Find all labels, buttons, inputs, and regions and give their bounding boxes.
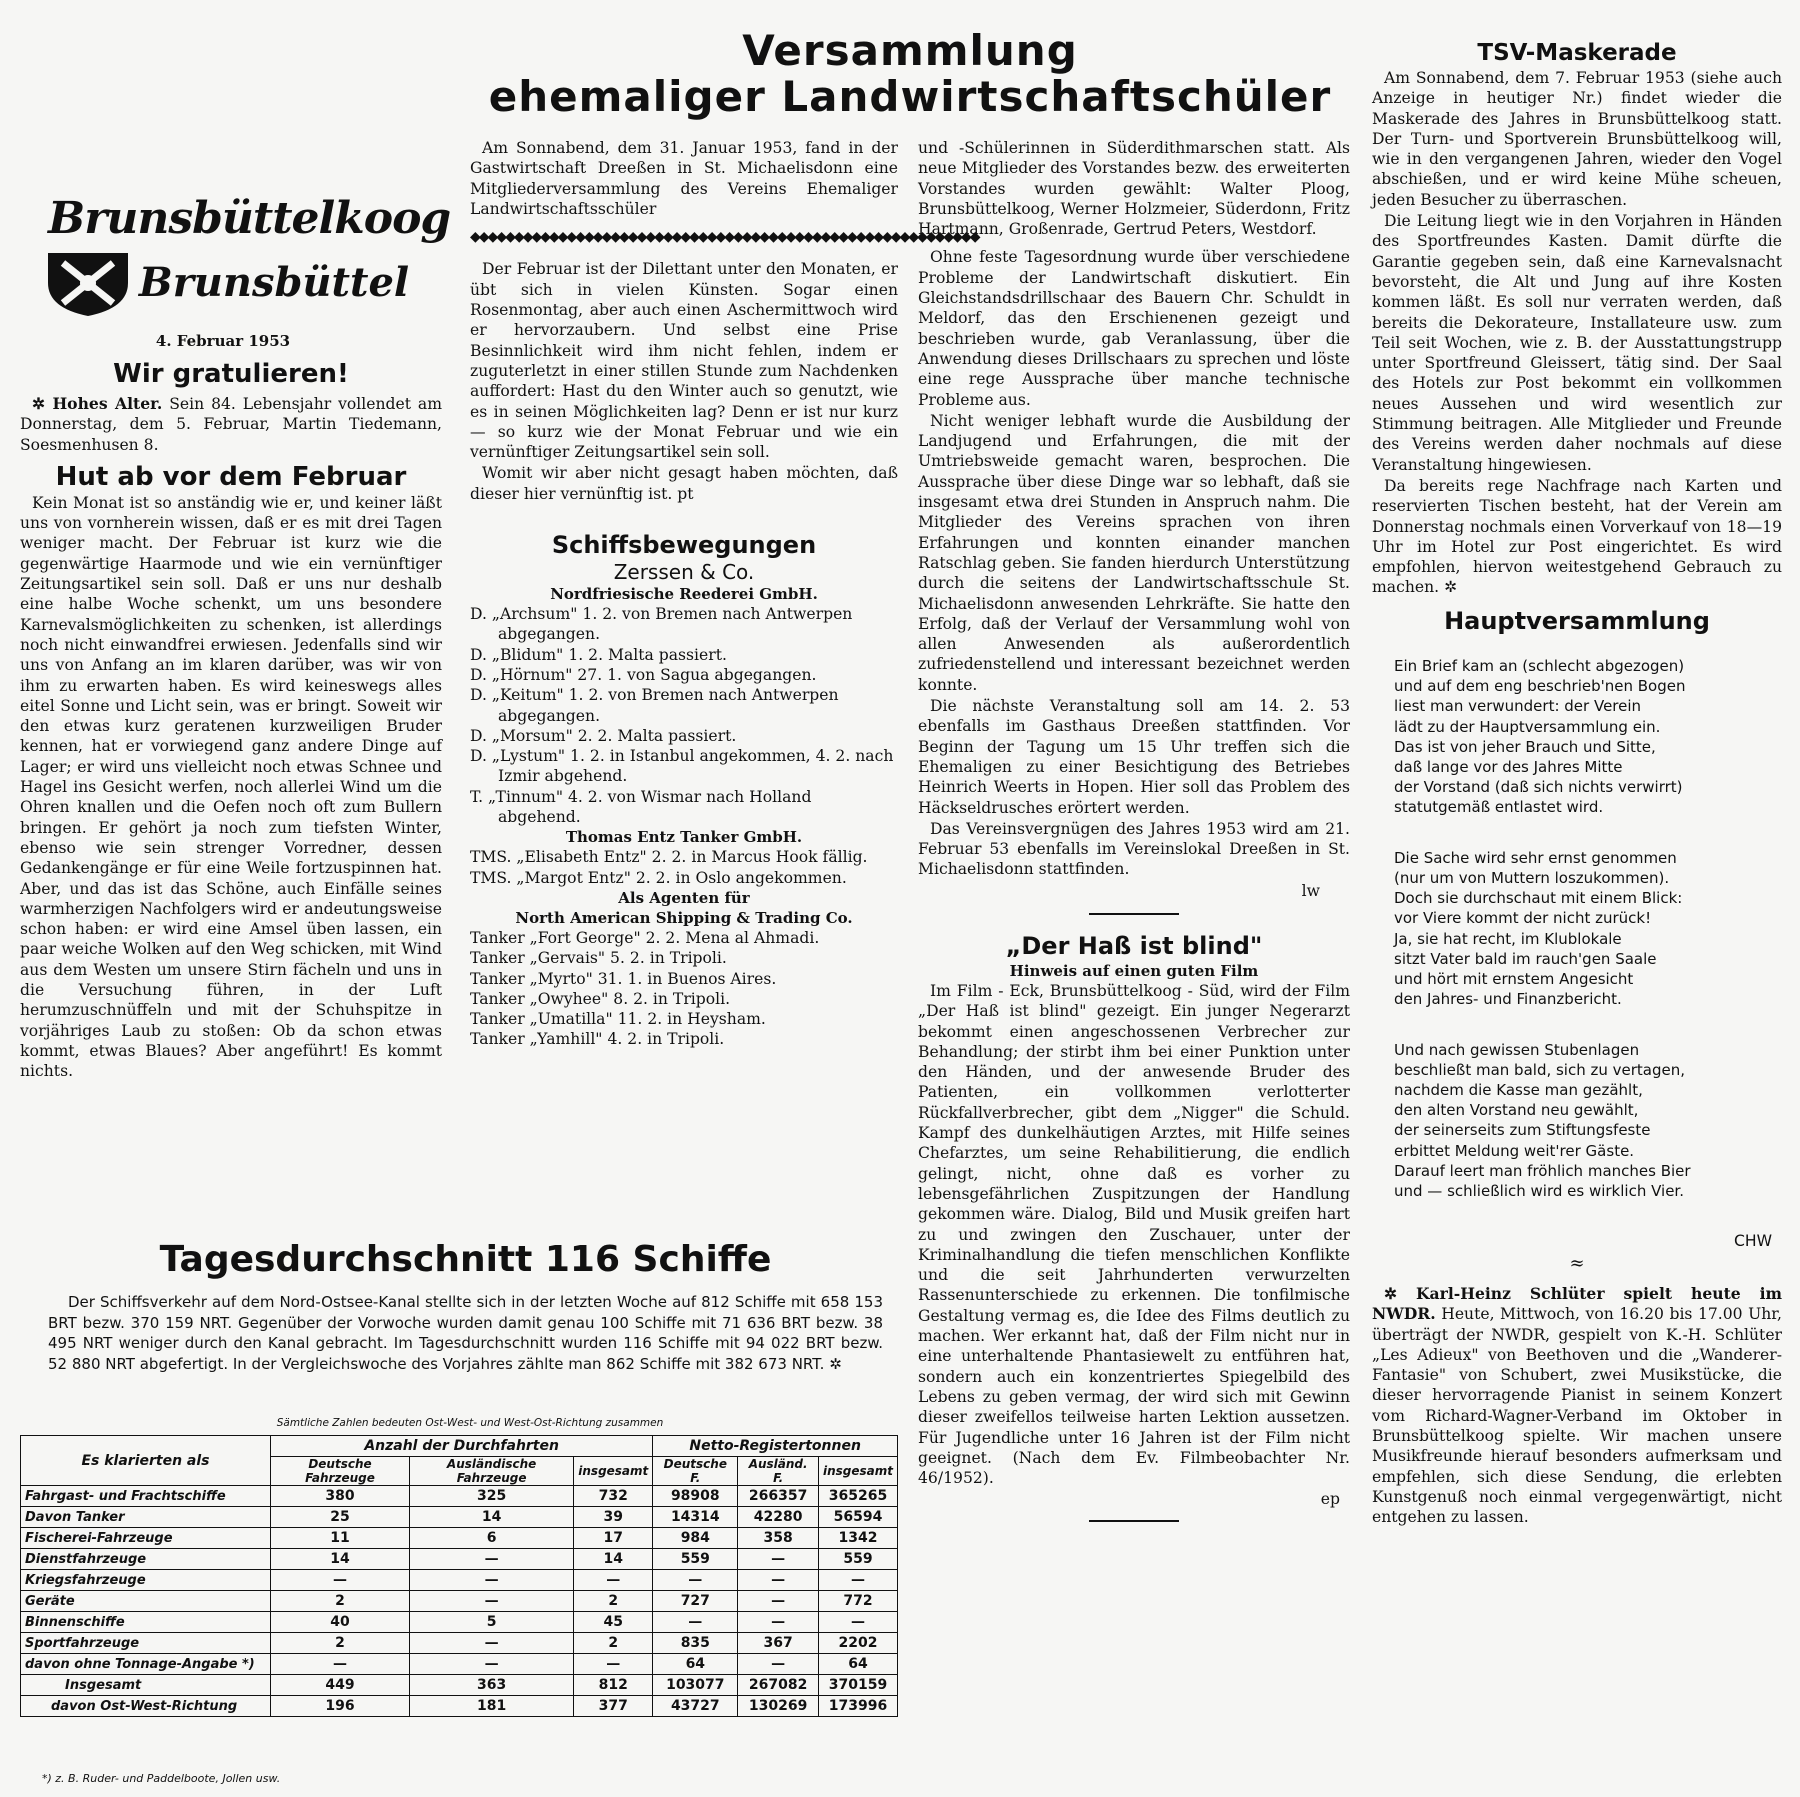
list-item: D. „Keitum" 1. 2. von Bremen nach Antwerpen abgegangen. xyxy=(470,686,839,725)
table-cell: 14 xyxy=(574,1549,653,1570)
februar-text: Kein Monat ist so anständig wie er, und keiner läßt uns von vornherein wissen, daß er es mit drei Tagen weniger macht. Der Februar ist kurz wie die gegenwärtige Haarmode und wie ein vernünftiger Zeitungsartikel sein soll. Daß er uns nur deshalb eine halbe Woche schenkt, um uns besondere Karnevalsmöglichkeiten zu schenken, ist allerdings noch nicht einwandfrei erwiesen. Jedenfalls sind wir uns von Anfang an im klaren darüber, was wir von ihm zu erwarten haben. Es wird keineswegs alles eitel Sonne und Licht sein, was er bringt. Soweit wir den etwas kurz geratenen kurzweiligen Bruder kennen, hat er vorwiegend ganz andere Dinge auf Lager; er wird uns vielleicht noch etwas Schnee und Hagel ins Gesicht werfen, noch allerlei Wind um die Ohren knallen und die Oefen noch oft zum Bullern bringen. Er gehört ja noch zum tiefsten Winter, ebenso wie sein strenger Vorredner, dessen Gedankengänge er für eine Weile fortzuspinnen hat. Aber, und das ist das Schöne, auch Einfälle seines warmherzigen Nachfolgers wird er andeutungsweise schon haben: er wird eine Amsel üben lassen, ein paar weiche Wolken auf den Weg schicken, mit Wind aus dem Westen um unsere Stirn fächeln und uns in die Versuchung führen, in der Luft herumzuschnüffeln und mit der Schuhspitze in vorjähriges Laub zu stoßen: Ob da schon etwas kommt, etwas Blaues? Aber angeführt! Es kommt nichts. xyxy=(20,493,442,1081)
table-cell: — xyxy=(271,1654,410,1675)
ship-list xyxy=(470,604,898,827)
gratulieren-text: Sein 84. Lebensjahr vollendet am Donnerstag, dem 5. Februar, Martin Tiedemann, Soesmenhusen 8. xyxy=(20,395,442,454)
table-cell: — xyxy=(409,1549,573,1570)
table-cell: 370159 xyxy=(818,1675,897,1696)
table-cell: 173996 xyxy=(818,1696,897,1717)
list-item: TMS. „Elisabeth Entz" 2. 2. in Marcus Hook fällig. xyxy=(470,848,868,867)
table-cell: 103077 xyxy=(653,1675,738,1696)
table-cell: 267082 xyxy=(738,1675,819,1696)
schlueter-text: Heute, Mittwoch, von 16.20 bis 17.00 Uhr, überträgt der NWDR, gespielt von K.-H. Schlüter „Les Adieux" von Beethoven und die „Wanderer-Fantasie" von Schubert, zwei Musikstücke, die dieser hervorragende Pianist in seinem Konzert vom Richard-Wagner-Verband im Oktober in Brunsbüttelkoog spielte. Wir machen unsere Musikfreunde hierauf besonders aufmerksam und empfehlen, sich diese Sendung, die erlebten Kunstgenuß noch einmal vergegenwärtigt, nicht entgehen zu lassen. xyxy=(1372,1305,1782,1527)
table-cell: davon ohne Tonnage-Angabe *) xyxy=(21,1654,271,1675)
table-cell: 367 xyxy=(738,1633,819,1654)
list-item: Tanker „Yamhill" 4. 2. in Tripoli. xyxy=(470,1030,725,1049)
table-cell: 266357 xyxy=(738,1486,819,1507)
table-header: insgesamt xyxy=(574,1457,653,1486)
agents-heading: Als Agenten für xyxy=(618,888,750,907)
poem-stanza: Ein Brief kam an (schlecht abgezogen) und auf dem eng beschrieb'nen Bogen liest man verwundert: der Verein lädt zu der Hauptversammlung ein. Das ist von jeher Brauch und Sitte, daß lange vor des Jahres Mitte der Vorstand (daß sich nichts verwirrt) statutgemäß entlastet wird. xyxy=(1394,656,1686,817)
table-cell: 25 xyxy=(271,1507,410,1528)
list-item: D. „Lystum" 1. 2. in Istanbul angekommen, 4. 2. nach Izmir abgehend. xyxy=(470,747,894,786)
list-item: Tanker „Myrto" 31. 1. in Buenos Aires. xyxy=(470,969,777,988)
entz-name: Thomas Entz Tanker GmbH. xyxy=(565,828,803,847)
table-cell: 772 xyxy=(818,1591,897,1612)
poem xyxy=(1372,636,1782,1232)
februar-heading: Hut ab vor dem Februar xyxy=(55,461,407,492)
table-cell: 363 xyxy=(409,1675,573,1696)
table-cell: 2 xyxy=(271,1633,410,1654)
agents-company: North American Shipping & Trading Co. xyxy=(515,908,853,927)
table-cell: 2202 xyxy=(818,1633,897,1654)
hass-sign: ep xyxy=(1320,1490,1340,1509)
table-cell: — xyxy=(409,1654,573,1675)
table-cell: — xyxy=(409,1633,573,1654)
table-cell: — xyxy=(818,1612,897,1633)
table-cell: davon Ost-West-Richtung xyxy=(21,1696,271,1717)
tsv-p1: Am Sonnabend, dem 7. Februar 1953 (siehe auch Anzeige in heutiger Nr.) findet wieder die Maskerade des Jahres in Brunsbüttelkoog statt. Der Turn- und Sportverein Brunsbüttelkoog will, wie in den vergangenen Jahren, wieder den Vogel abschießen, und er wird keine Mühe scheuen, jeden Besucher zu überraschen. xyxy=(1372,69,1782,209)
table-header: insgesamt xyxy=(818,1457,897,1486)
masthead xyxy=(48,193,451,318)
table-cell: 98908 xyxy=(653,1486,738,1507)
hass-heading: „Der Haß ist blind" xyxy=(1005,931,1263,960)
list-item: Tanker „Owyhee" 8. 2. in Tripoli. xyxy=(470,989,731,1008)
dateline: 4. Februar 1953 xyxy=(155,332,291,350)
table-row xyxy=(21,1486,898,1507)
table-cell: 14 xyxy=(271,1549,410,1570)
table-cell: 365265 xyxy=(818,1486,897,1507)
table-cell: — xyxy=(653,1570,738,1591)
divider xyxy=(1089,1520,1179,1522)
table-cell: 43727 xyxy=(653,1696,738,1717)
table-row xyxy=(21,1633,898,1654)
table-cell: 42280 xyxy=(738,1507,819,1528)
column-2 xyxy=(470,138,979,1050)
table-cell: — xyxy=(738,1570,819,1591)
table-cell: 17 xyxy=(574,1528,653,1549)
list-item: D. „Hörnum" 27. 1. von Sagua abgegangen. xyxy=(470,665,817,684)
table-cell: 1342 xyxy=(818,1528,897,1549)
table-cell: — xyxy=(574,1570,653,1591)
table-cell: Fahrgast- und Frachtschiffe xyxy=(21,1486,271,1507)
schiffs-heading: Schiffsbewegungen xyxy=(551,531,817,560)
table-cell: 732 xyxy=(574,1486,653,1507)
table-row xyxy=(21,1612,898,1633)
table-row xyxy=(21,1675,898,1696)
table-header: Es klarierten als xyxy=(21,1436,271,1486)
table-row xyxy=(21,1549,898,1570)
table-row xyxy=(21,1570,898,1591)
dilettant-text2: Womit wir aber nicht gesagt haben möchten, daß dieser hier vernünftig ist. xyxy=(470,464,898,503)
poem-stanza: Die Sache wird sehr ernst genommen (nur um von Muttern loszukommen). Doch sie durchschaut mit einem Blick: vor Viere kommt der nicht zurück! Ja, sie hat recht, im Klublokale sitzt Vater bald im rauch'gen Saale und hört mit ernstem Angesicht den Jahres- und Finanzbericht. xyxy=(1394,848,1683,1009)
table-cell: 5 xyxy=(409,1612,573,1633)
table-cell: Davon Tanker xyxy=(21,1507,271,1528)
gratulieren-heading: Wir gratulieren! xyxy=(113,359,349,389)
versammlung-p2: Ohne feste Tagesordnung wurde über verschiedene Probleme der Landwirtschaft diskutiert. Ein Gleichstandsdrillschaar des Bauern Chr. Schuldt in Meldorf, das den Erschienenen gezeigt und beschrieben wurde, gab Veranlassung, über die Anwendung dieses Drillschaars zu sprechen und löste eine rege Aussprache über manche technische Probleme aus. xyxy=(918,248,1350,409)
table-row xyxy=(21,1528,898,1549)
table-cell: Geräte xyxy=(21,1591,271,1612)
versammlung-p3: Nicht weniger lebhaft wurde die Ausbildung der Landjugend und Erfahrungen, die mit der Umtriebsweide gemacht waren, besprochen. Die Aussprache über diese Dinge war so lebhaft, daß sie insgesamt etwa drei Stunden in Anspruch nahm. Die Mitglieder des Vereins sprachen von ihren Erfahrungen und konnten einander manchen Ratschlag geben. Sie fanden hierdurch Unterstützung durch die seitens der Landwirtschaftsschule St. Michaelisdonn anwesenden Lehrkräfte. Sie hatte den Erfolg, daß der Verlauf der Versammlung wohl von allen Anwesenden als außerordentlich zufriedenstellend und interessant bezeichnet werden konnte. xyxy=(918,411,1350,694)
list-item: Tanker „Gervais" 5. 2. in Tripoli. xyxy=(470,949,727,968)
divider xyxy=(1089,913,1179,915)
tages-section xyxy=(48,1236,883,1375)
table-cell: 812 xyxy=(574,1675,653,1696)
poem-stanza: Und nach gewissen Stubenlagen beschließt man bald, sich zu vertagen, nachdem die Kasse man gezählt, den alten Vorstand neu gewählt, der seinerseits zum Stiftungsfeste erbittet Meldung weit'rer Gäste. Darauf leert man fröhlich manches Bier und — schließlich wird es wirklich Vier. xyxy=(1394,1040,1691,1200)
table-cell: — xyxy=(738,1591,819,1612)
versammlung-p5: Das Vereinsvergnügen des Jahres 1953 wird am 21. Februar 53 ebenfalls im Vereinslokal Dreeßen in St. Michaelisdonn stattfinden. xyxy=(918,819,1350,879)
table-cell: 380 xyxy=(271,1486,410,1507)
table-row xyxy=(21,1507,898,1528)
table-cell: — xyxy=(409,1570,573,1591)
star-icon: ✲ xyxy=(829,1354,842,1373)
table-cell: 39 xyxy=(574,1507,653,1528)
table-row xyxy=(21,1696,898,1717)
versammlung-p1: und -Schülerinnen in Süderdithmarschen statt. Als neue Mitglieder des Vorstandes bezw. des erweiterten Vorstandes wurden gewählt: Walter Ploog, Brunsbüttelkoog, Werner Holzmeier, Süderdonn, Fritz Hartmann, Großenrade, Gertrud Peters, Westdorf. xyxy=(918,139,1350,239)
versammlung-intro: Am Sonnabend, dem 31. Januar 1953, fand in der Gastwirtschaft Dreeßen in St. Michaelisdonn eine Mitgliederversammlung des Vereins Ehemaliger Landwirtschaftsschüler xyxy=(470,139,898,218)
versammlung-sign: lw xyxy=(1301,881,1320,900)
masthead-line2: Brunsbüttel xyxy=(138,259,410,306)
table-cell: 377 xyxy=(574,1696,653,1717)
haupt-sign: CHW xyxy=(1733,1232,1772,1251)
versammlung-p4: Die nächste Veranstaltung soll am 14. 2. 53 ebenfalls im Gasthaus Dreeßen stattfinden. Vor Beginn der Tagung um 15 Uhr treffen sich die Ehemaligen zu einer Besichtigung des Betriebes Heinrich Weerts in Hopen. Hier soll das Problem des Häckseldrusches erörtert werden. xyxy=(918,697,1350,817)
table-cell: 727 xyxy=(653,1591,738,1612)
table-cell: 45 xyxy=(574,1612,653,1633)
table-header: Deutsche F. xyxy=(653,1457,738,1486)
table-cell: Insgesamt xyxy=(21,1675,271,1696)
tages-heading: Tagesdurchschnitt 116 Schiffe xyxy=(159,1239,772,1280)
table-cell: 40 xyxy=(271,1612,410,1633)
ship-table xyxy=(20,1435,898,1717)
table-cell: 325 xyxy=(409,1486,573,1507)
ornament-rule: ◆◆◆◆◆◆◆◆◆◆◆◆◆◆◆◆◆◆◆◆◆◆◆◆◆◆◆◆◆◆◆◆◆◆◆◆◆◆◆◆◆◆◆◆◆◆◆◆◆◆◆◆◆◆◆◆◆◆ xyxy=(470,229,979,246)
tanker-list xyxy=(470,928,898,1050)
table-cell: 835 xyxy=(653,1633,738,1654)
list-item: D. „Archsum" 1. 2. von Bremen nach Antwerpen abgegangen. xyxy=(470,605,853,644)
table-row xyxy=(21,1654,898,1675)
haupt-heading: Hauptversammlung xyxy=(1444,606,1710,635)
reederei-name: Nordfriesische Reederei GmbH. xyxy=(550,585,818,604)
table-cell: Kriegsfahrzeuge xyxy=(21,1570,271,1591)
list-item: Tanker „Fort George" 2. 2. Mena al Ahmadi. xyxy=(470,928,820,947)
table-cell: 14 xyxy=(409,1507,573,1528)
list-item: T. „Tinnum" 4. 2. von Wismar nach Holland abgehend. xyxy=(470,787,812,827)
table-body xyxy=(21,1486,898,1717)
table-footnote: *) z. B. Ruder- und Paddelboote, Jollen usw. xyxy=(42,1772,281,1785)
gratulieren-lead: ✲ Hohes Alter. xyxy=(32,394,162,413)
table-cell: 6 xyxy=(409,1528,573,1549)
table-cell: 559 xyxy=(818,1549,897,1570)
hass-text: Im Film - Eck, Brunsbüttelkoog - Süd, wird der Film „Der Haß ist blind" gezeigt. Ein junger Negerarzt bekommt einen angeschossenen Verbrecher zur Behandlung; der stirbt ihm bei einer Punktion unter den Händen, und der anwesende Bruder des Patienten, ein vollkommen verlotterter Rückfallverbrecher, gibt dem „Nigger" die Schuld. Kampf des dunkelhäutigen Arztes, mit Hilfe seines Chefarztes, um seine Rehabilitierung, die endlich gelingt, nicht, ohne daß es vorher zu lebensgefährlichen Zuspitzungen der Handlung gekommen wäre. Dialog, Bild und Musik greifen hart zu und zwingen den Zuschauer, unter der Kriminalhandlung die tiefen menschlichen Konflikte und die seit Jahrhunderten verwurzelten Rassenunterschiede zu erkennen. Die tonfilmische Gestaltung vermag es, die Idee des Films deutlich zu machen. Wer erkannt hat, daß der Film nicht nur in eine unterhaltende Phantasiewelt zu entführen hat, sondern auch ein konzentriertes Spiegelbild des Lebens zu geben vermag, der wird sich mit Gewinn dieser zweifellos teilweise harten Lektion aussetzen. Für Jugendliche unter 16 Jahren ist der Film nicht geeignet. (Nach dem Ev. Filmbeobachter Nr. 46/1952). xyxy=(918,981,1350,1488)
list-item: Tanker „Umatilla" 11. 2. in Heysham. xyxy=(470,1010,766,1029)
table-cell: 196 xyxy=(271,1696,410,1717)
coat-of-arms-icon xyxy=(43,248,133,318)
table-header: Ausländ. F. xyxy=(738,1457,819,1486)
table-cell: 449 xyxy=(271,1675,410,1696)
table-cell: — xyxy=(271,1570,410,1591)
table-cell: 2 xyxy=(271,1591,410,1612)
tsv-heading: TSV-Maskerade xyxy=(1477,40,1677,66)
tsv-p3: Da bereits rege Nachfrage nach Karten und reservierten Tischen besteht, hat der Verein am Donnerstag nochmals einen Vorverkauf von 18—19 Uhr im Hotel zur Post eingerichtet. Es wird empfohlen, hiervon weitestgehend Gebrauch zu machen. xyxy=(1372,476,1782,597)
table-cell: 181 xyxy=(409,1696,573,1717)
table-header: Netto-Registertonnen xyxy=(653,1436,898,1457)
table-cell: Sportfahrzeuge xyxy=(21,1633,271,1654)
star-icon: ✲ xyxy=(1444,578,1458,597)
table-cell: — xyxy=(738,1654,819,1675)
table-cell: — xyxy=(738,1549,819,1570)
table-cell: — xyxy=(738,1612,819,1633)
table-note: Sämtliche Zahlen bedeuten Ost-West- und West-Ost-Richtung zusammen xyxy=(276,1417,664,1429)
column-3 xyxy=(918,138,1350,1532)
table-cell: 11 xyxy=(271,1528,410,1549)
table-header: Deutsche Fahrzeuge xyxy=(271,1457,410,1486)
table-cell: 358 xyxy=(738,1528,819,1549)
table-row xyxy=(21,1591,898,1612)
table-cell: — xyxy=(653,1612,738,1633)
table-cell: Dienstfahrzeuge xyxy=(21,1549,271,1570)
table-header: Anzahl der Durchfahrten xyxy=(271,1436,653,1457)
list-item: D. „Blidum" 1. 2. Malta passiert. xyxy=(470,645,727,664)
table-cell: 56594 xyxy=(818,1507,897,1528)
schiffs-sub: Zerssen & Co. xyxy=(613,560,755,585)
entz-list xyxy=(470,847,898,888)
table-header: Ausländische Fahrzeuge xyxy=(409,1457,573,1486)
table-cell: 14314 xyxy=(653,1507,738,1528)
hass-sub: Hinweis auf einen guten Film xyxy=(1009,961,1259,980)
list-item: D. „Morsum" 2. 2. Malta passiert. xyxy=(470,726,737,745)
table-cell: 130269 xyxy=(738,1696,819,1717)
table-cell: 2 xyxy=(574,1633,653,1654)
wave-ornament-icon: ≈ xyxy=(1569,1252,1585,1274)
table-cell: — xyxy=(409,1591,573,1612)
table-cell: — xyxy=(574,1654,653,1675)
column-4 xyxy=(1372,38,1782,1529)
table-cell: 559 xyxy=(653,1549,738,1570)
list-item: TMS. „Margot Entz" 2. 2. in Oslo angekommen. xyxy=(470,868,847,887)
dilettant-text: Der Februar ist der Dilettant unter den Monaten, er übt sich in vielen Künsten. Sogar einen Rosenmontag, aber auch einen Aschermittwoch wird er hervorzaubern. Und selbst eine Prise Besinnlichkeit wird ihm nicht fehlen, indem er zuguterletzt in einer stillen Stunde zum Nachdenken auffordert: Hast du den Winter auch so genutzt, wie es in seinen Möglichkeiten lag? Denn er ist nur kurz — so kurz wie der Monat Februar und wie ein vernünftiger Zeitungsartikel sein soll. xyxy=(470,260,898,462)
table-cell: 984 xyxy=(653,1528,738,1549)
table-cell: 64 xyxy=(653,1654,738,1675)
masthead-line1: Brunsbüttelkoog xyxy=(48,193,451,244)
table-cell: Binnenschiffe xyxy=(21,1612,271,1633)
table-cell: — xyxy=(818,1570,897,1591)
schlueter-lead: ✲ Karl-Heinz Schlüter spielt heute im NWDR. xyxy=(1372,1284,1782,1323)
table-cell: 64 xyxy=(818,1654,897,1675)
dilettant-sign: pt xyxy=(677,484,694,503)
tsv-p2: Die Leitung liegt wie in den Vorjahren in Händen des Sportfreundes Kasten. Damit dürfte die Garantie gegeben sein, daß eine Karnevalsnacht bevorsteht, die Alt und Jung auf ihre Kosten kommen läßt. Es soll nur verraten werden, daß bereits die Dekorateure, Installateure usw. zum Teil seit Wochen, wie z. B. der Ausstattungstrupp unter Sportfreund Gleissert, tätig sind. Der Saal des Hotels zur Post bekommt ein vollkommen neues Aussehen und wird wesentlich zur Stimmung beitragen. Alle Mitglieder und Freunde des Vereins werden daher nochmals auf diese Veranstaltung hingewiesen. xyxy=(1372,212,1782,474)
table-cell: 2 xyxy=(574,1591,653,1612)
main-headline: Versammlung ehemaliger Landwirtschaftschüler xyxy=(488,26,1332,121)
tages-text: Der Schiffsverkehr auf dem Nord-Ostsee-Kanal stellte sich in der letzten Woche auf 812 Schiffe mit 658 153 BRT bezw. 370 159 NRT. Gegenüber der Vorwoche wurden damit genau 100 Schiffe mit 71 636 BRT bezw. 38 495 NRT weniger durch den Kanal gebracht. Im Tagesdurchschnitt wurden 116 Schiffe mit 94 022 BRT bezw. 52 880 NRT abgefertigt. In der Vergleichswoche des Vorjahres zählte man 862 Schiffe mit 382 673 NRT. xyxy=(48,1293,883,1373)
column-1 xyxy=(20,358,442,1083)
table-cell: Fischerei-Fahrzeuge xyxy=(21,1528,271,1549)
